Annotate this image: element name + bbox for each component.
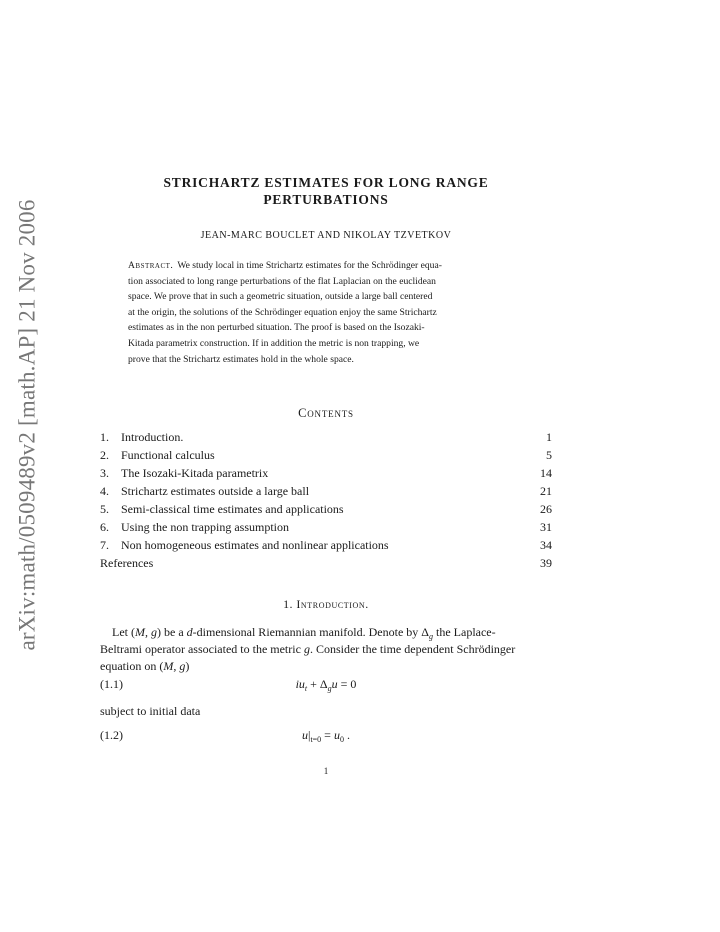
paragraph-line: equation on (M, g) [100,659,190,673]
toc-entry[interactable] [100,518,552,536]
toc-entry-number: 6. [100,520,109,534]
toc-entry[interactable] [100,554,552,572]
toc-entry-title: Semi-classical time estimates and applications [121,502,344,516]
toc-entry[interactable] [100,428,552,446]
title-line-1: STRICHARTZ ESTIMATES FOR LONG RANGE [163,175,489,190]
toc-entry-page: 1 [546,430,552,444]
paragraph-line: Beltrami operator associated to the metric g. Consider the time dependent Schrödinger [100,642,516,656]
toc-entry-title: Non homogeneous estimates and nonlinear applications [121,538,389,552]
toc-entry-number: 5. [100,502,109,516]
toc-entry-page: 26 [540,502,552,516]
arxiv-identifier-stamp [4,190,52,660]
toc-entry-page: 34 [540,538,552,552]
section-number: 1. [283,597,293,611]
toc-entry[interactable] [100,464,552,482]
title-line-2: PERTURBATIONS [263,192,389,207]
toc-entry-number: 7. [100,538,109,552]
toc-entry-title: Functional calculus [121,448,215,462]
abstract-line: Kitada parametrix construction. If in addition the metric is non trapping, we [128,337,420,349]
toc-entry-title: The Isozaki-Kitada parametrix [121,466,269,480]
authors: JEAN-MARC BOUCLET AND NIKOLAY TZVETKOV [200,230,452,241]
abstract-line: tion associated to long range perturbations of the flat Laplacian on the euclidean [128,275,436,287]
abstract [128,258,512,367]
toc-entry-title: References [100,556,154,570]
toc-entry-page: 14 [540,466,552,480]
abstract-label: Abstract. [128,260,174,271]
abstract-line: prove that the Strichartz estimates hold in the whole space. [128,353,354,365]
toc-entry-page: 31 [540,520,552,534]
toc-entry-number: 3. [100,466,109,480]
toc-entry-number: 4. [100,484,109,498]
toc-entry-page: 21 [540,484,552,498]
toc-entry-number: 1. [100,430,109,444]
contents-heading: Contents [298,406,354,420]
toc-entry[interactable] [100,536,552,554]
intro-paragraph [100,624,552,675]
abstract-line: space. We prove that in such a geometric situation, outside a large ball centered [128,291,433,303]
toc-entry-page: 39 [540,556,552,570]
page-number: 1 [323,766,329,776]
subject-text: subject to initial data [100,704,201,718]
paper-title [100,174,552,208]
toc-entry-title: Introduction. [121,430,184,444]
toc-entry-title: Strichartz estimates outside a large ball [121,484,310,498]
toc-entry-page: 5 [546,448,552,462]
toc-entry-number: 2. [100,448,109,462]
arxiv-stamp-text: arXiv:math/0509489v2 [math.AP] 21 Nov 2006 [15,199,41,651]
section-heading [100,597,552,612]
toc-entry[interactable] [100,500,552,518]
equation-label: (1.1) [100,677,123,691]
equation-label: (1.2) [100,728,123,742]
toc-entry[interactable] [100,446,552,464]
toc-entry-title: Using the non trapping assumption [121,520,289,534]
abstract-line: at the origin, the solutions of the Schrödinger equation enjoy the same Strichartz [128,306,437,318]
equation-body: $iu_t + \Delta_gu = 0$ [295,677,357,693]
section-title: Introduction. [296,597,369,611]
paragraph-line: Let (M, g) be a d-dimensional Riemannian manifold. Denote by $\Delta_g$ the Laplace- [112,625,496,641]
table-of-contents [100,428,552,572]
equation-body: $u|_{t=0} = u_0$ . [302,728,350,744]
equation-1-1 [100,677,552,695]
abstract-line: Abstract. We study local in time Strichartz estimates for the Schrödinger equa- [128,260,442,271]
equation-1-2 [100,728,552,746]
toc-entry[interactable] [100,482,552,500]
abstract-line: estimates as in the non perturbed situation. The proof is based on the Isozaki- [128,322,425,334]
